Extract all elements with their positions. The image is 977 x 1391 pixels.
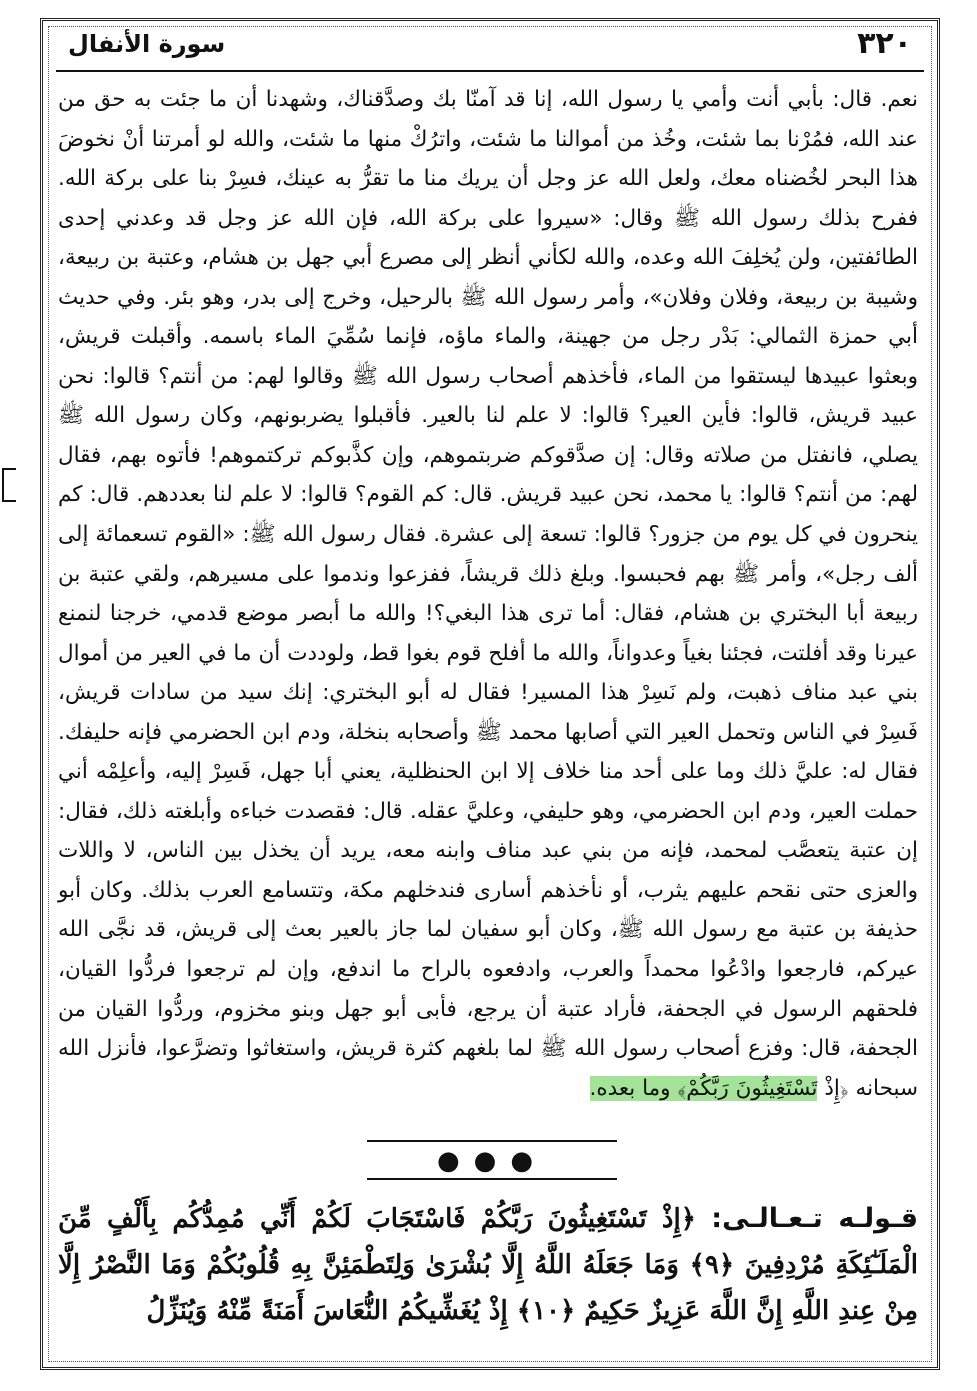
separator-dots: ●●● (436, 1146, 548, 1176)
verse-block (58, 1196, 918, 1334)
header-divider (56, 70, 924, 72)
page-header (60, 26, 920, 70)
verse-label: قـولـه تـعـالـى: (711, 1203, 918, 1234)
separator-bottom-line (367, 1178, 617, 1180)
margin-bracket-mark (2, 468, 16, 502)
surah-title: سورة الأنفال (68, 30, 226, 58)
highlighted-text: تَسْتَغِيثُونَ رَبَّكُمْ﴾ وما بعده. (589, 1075, 818, 1101)
separator-top-line (367, 1140, 617, 1142)
body-text-main: نعم. قال: بأبي أنت وأمي يا رسول الله، إنا قد آمنّا بك وصدَّقناك، وشهدنا أن ما جئت به حق من عند الله، فمُرْنا بما شئت، وخُذ من أموالنا ما شئت، واترُكْ منها ما شئت، والله لو أمرتنا أنْ نخوضَ هذا البحر لخُضناه معك، ولعل الله عز وجل أن يريك منا ما تقرُّ به عينك، فسِرْ بنا على بركة الله. ففرح بذلك رسول الله ﷺ وقال: «سيروا على بركة الله، فإن الله عز وجل قد وعدني إحدى الطائفتين، ولن يُخلِفَ الله وعده، والله لكأني أنظر إلى مصرع أبي جهل بن هشام، وعتبة بن ربيعة، وشيبة بن ربيعة، وفلان وفلان»، وأمر رسول الله ﷺ بالرحيل، وخرج إلى بدر، وهو بئر. وفي حديث أبي حمزة الثمالي: بَدْر رجل من جهينة، والماء ماؤه، فإنما سُمِّيَ الماء باسمه. وأقبلت قريش، وبعثوا عبيدها ليستقوا من الماء، فأخذهم أصحاب رسول الله ﷺ وقالوا لهم: من أنتم؟ قالوا: نحن عبيد قريش، قالوا: فأين العير؟ قالوا: لا علم لنا بالعير. فأقبلوا يضربونهم، وكان رسول الله ﷺ يصلي، فانفتل من صلاته وقال: إن صدَّقوكم ضربتموهم، وإن كذَّبوكم تركتموهم! فأتوه بهم، فقال لهم: من أنتم؟ قالوا: يا محمد، نحن عبيد قريش. قال: كم القوم؟ قالوا: لا علم لنا بعددهم. قال: كم ينحرون في كل يوم من جزور؟ قالوا: تسعة إلى عشرة. فقال رسول الله ﷺ: «القوم تسعمائة إلى ألف رجل»، وأمر ﷺ بهم فحبسوا. وبلغ ذلك قريشاً، ففزعوا وندموا على مسيرهم، ولقي عتبة بن ربيعة أبا البختري بن هشام، فقال: أما ترى هذا البغي؟! والله ما أبصر موضع قدمي، خرجنا لنمنع عيرنا وقد أفلتت، فجئنا بغياً وعدواناً، والله ما أفلح قوم بغوا قط، ولوددت أن ما في العير من أموال بني عبد مناف ذهبت، ولم نَسِرْ هذا المسير! فقال له أبو البختري: إنك سيد من سادات قريش، فَسِرْ في الناس وتحمل العير التي أصابها محمد ﷺ وأصحابه بنخلة، ودم ابن الحضرمي فإنه حليفك. فقال له: عليَّ ذلك وما على أحد منا خلاف إلا ابن الحنظلية، يعني أبا جهل، فَسِرْ إليه، وأعلِمْه أني حملت العير، ودم ابن الحضرمي، وهو حليفي، وعليَّ عقله. قال: فقصدت خباءه وأبلغته ذلك، فقال: إن عتبة يتعصَّب لمحمد، فإنه من بني عبد مناف وابنه معه، يريد أن يخذل بين الناس، لا واللات والعزى حتى نقحم عليهم يثرب، أو نأخذهم أسارى فندخلهم مكة، وتتسامع العرب بذلك. وكان أبو حذيفة بن عتبة مع رسول الله ﷺ، وكان أبو سفيان لما جاز بالعير بعث إلى قريش، قد نجَّى الله عيركم، فارجعوا وادْعُوا محمداً والعرب، وادفعوه بالراح ما اندفع، وإن لم ترجعوا فردُّوا القيان، فلحقهم الرسول في الجحفة، فأراد عتبة أن يرجع، فأبى أبو جهل وبنو مخزوم، وردُّوا القيان من الجحفة، قال: وفزع أصحاب رسول الله ﷺ لما بلغهم كثرة قريش، واستغاثوا وتضرَّعوا، فأنزل الله سبحانه ﴿إِذْ (58, 87, 918, 1101)
page-number: ٣٢٠ (857, 26, 912, 61)
body-paragraph (58, 80, 918, 1108)
verse-text: ﴿إِذْ تَسْتَغِيثُونَ رَبَّكُمْ فَاسْتَجَابَ لَكُمْ أَنِّي مُمِدُّكُم بِأَلْفٍ مِّنَ الْمَلَـٰٓئِكَةِ مُرْدِفِينَ ﴿٩﴾ وَمَا جَعَلَهُ اللَّهُ إِلَّا بُشْرَىٰ وَلِتَطْمَئِنَّ بِهِ قُلُوبُكُمْ وَمَا النَّصْرُ إِلَّا مِنْ عِندِ اللَّهِ إِنَّ اللَّهَ عَزِيزٌ حَكِيمٌ ﴿١٠﴾ إِذْ يُغَشِّيكُمُ النُّعَاسَ أَمَنَةً مِّنْهُ وَيُنَزِّلُ (58, 1204, 918, 1326)
